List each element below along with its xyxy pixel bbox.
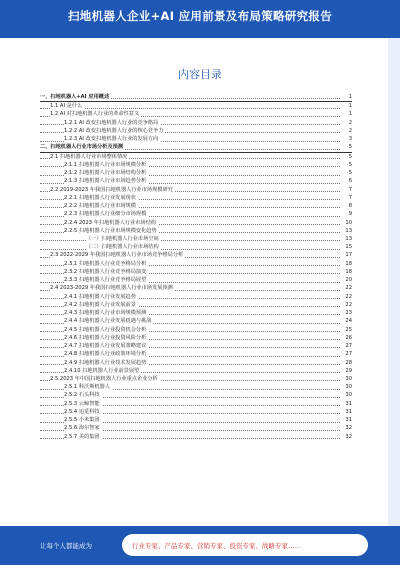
- toc-entry[interactable]: [40, 135, 352, 143]
- toc-entry-label: 2.4.6 扫地机器人行业投资风险分析: [64, 334, 147, 341]
- toc-entry[interactable]: [40, 391, 352, 399]
- toc-entry[interactable]: [40, 161, 352, 169]
- toc-entry-label: 2.5.1 科沃斯机器人: [64, 384, 110, 391]
- footer-bar: [0, 526, 400, 565]
- toc-entry-page: 13: [341, 235, 352, 243]
- toc-entry[interactable]: [40, 326, 352, 334]
- toc-entry-label: 2.2.5 扫地机器人行业市场规模变化趋势: [64, 227, 157, 234]
- toc-entry[interactable]: [40, 317, 352, 325]
- toc-entry-label: 2.1 扫地机器人行业市场整体情况: [50, 153, 128, 160]
- toc-entry-page: 5: [341, 143, 352, 151]
- toc-entry[interactable]: [40, 293, 352, 301]
- toc-entry-page: 20: [341, 276, 352, 284]
- footer-slogan: 让每个人都能成为: [40, 542, 92, 550]
- toc-entry-label: 二、扫地机器人行业市场分析及预测: [40, 144, 124, 151]
- toc-entry[interactable]: [40, 102, 352, 110]
- toc-entry-label: 2.4.5 扫地机器人行业投资机会分析: [64, 326, 147, 333]
- toc-entry[interactable]: [40, 235, 352, 243]
- toc-entry-page: 10: [341, 219, 352, 227]
- toc-entry-label: 2.5.2 石头科技: [64, 392, 100, 399]
- toc-entry-label: （二）扫地机器人行业市场结构: [86, 244, 159, 251]
- toc-heading: 内容目录: [178, 68, 222, 81]
- table-of-contents: [40, 93, 352, 441]
- toc-entry[interactable]: [40, 210, 352, 218]
- toc-entry-label: 2.3.2 扫地机器人行业竞争格局演变: [64, 268, 147, 275]
- toc-entry-label: 2.3.1 扫地机器人行业竞争格局分析: [64, 260, 147, 267]
- toc-entry[interactable]: [40, 301, 352, 309]
- toc-entry[interactable]: [40, 359, 352, 367]
- toc-entry[interactable]: [40, 350, 352, 358]
- toc-entry-page: 31: [341, 416, 352, 424]
- toc-entry[interactable]: [40, 260, 352, 268]
- toc-entry[interactable]: [40, 177, 352, 185]
- toc-entry-page: 22: [341, 284, 352, 292]
- toc-entry-label: 2.4.3 扫地机器人行业市场规模预测: [64, 310, 147, 317]
- toc-entry-page: 8: [341, 202, 352, 210]
- toc-entry-page: 31: [341, 400, 352, 408]
- toc-entry[interactable]: [40, 383, 352, 391]
- toc-entry-label: 2.5.5 小米集团: [64, 417, 100, 424]
- toc-entry-page: 5: [341, 169, 352, 177]
- toc-entry[interactable]: [40, 408, 352, 416]
- toc-entry[interactable]: [40, 153, 352, 161]
- report-header-bar: [0, 0, 400, 38]
- toc-entry-label: 2.5.3 云鲸智能: [64, 400, 100, 407]
- toc-entry-label: 2.4 2023-2029 年我国扫地机器人行业市场发展预测: [50, 285, 173, 292]
- toc-entry[interactable]: [40, 433, 352, 441]
- toc-entry-label: 2.4.10 扫地机器人行业前景展望: [64, 367, 140, 374]
- toc-dot-leader: [40, 108, 340, 109]
- toc-entry-label: 2.4.1 扫地机器人行业发展趋势: [64, 293, 136, 300]
- toc-dot-leader: [40, 240, 340, 241]
- toc-entry-label: 2.4.2 扫地机器人行业发展前景: [64, 301, 136, 308]
- toc-entry-page: 2: [341, 119, 352, 127]
- toc-entry-page: 30: [341, 383, 352, 391]
- side-decoration: [388, 38, 400, 526]
- toc-entry-page: 29: [341, 367, 352, 375]
- toc-entry[interactable]: [40, 169, 352, 177]
- toc-entry-label: 1.2.2 AI 改变扫地机器人行业的核心竞争力: [64, 127, 164, 134]
- toc-entry-page: 30: [341, 391, 352, 399]
- toc-entry-page: 28: [341, 359, 352, 367]
- toc-entry[interactable]: [40, 186, 352, 194]
- toc-entry-page: 22: [341, 301, 352, 309]
- toc-entry[interactable]: [40, 424, 352, 432]
- toc-entry-label: 2.4.9 扫地机器人行业技术发展趋势: [64, 359, 147, 366]
- toc-entry-page: 1: [341, 102, 352, 110]
- toc-entry[interactable]: [40, 309, 352, 317]
- toc-entry[interactable]: [40, 243, 352, 251]
- footer-roles-text: 行业专家、产品专家、营销专家、投资专家、战略专家……: [132, 542, 301, 550]
- toc-entry-label: 1.2.3 AI 改变扫地机器人行业的发展方向: [64, 136, 159, 143]
- toc-entry-page: 15: [341, 243, 352, 251]
- toc-entry-page: 2: [341, 127, 352, 135]
- toc-entry-label: 1.2.1 AI 改变扫地机器人行业的竞争格局: [64, 119, 159, 126]
- toc-entry[interactable]: [40, 284, 352, 292]
- toc-entry[interactable]: [40, 110, 352, 118]
- toc-entry[interactable]: [40, 375, 352, 383]
- toc-entry-page: 27: [341, 350, 352, 358]
- toc-entry-label: 1.2 AI 对扫地机器人行业的革命性意义: [50, 111, 140, 118]
- toc-entry[interactable]: [40, 194, 352, 202]
- toc-entry-label: 1.1 AI 是什么: [50, 103, 83, 110]
- toc-entry-label: 一、扫地机器人+AI 应用概述: [40, 94, 110, 100]
- toc-entry-label: 2.2.2 扫地机器人行业市场规模: [64, 203, 136, 210]
- toc-entry[interactable]: [40, 416, 352, 424]
- toc-entry-page: 26: [341, 334, 352, 342]
- toc-entry-label: 2.5 2023 年中国扫地机器人行业重点企业分析: [50, 375, 158, 382]
- toc-entry-page: 27: [341, 342, 352, 350]
- toc-entry-label: 2.4.8 扫地机器人行业政策环境分析: [64, 351, 147, 358]
- footer-roles-pill: [122, 534, 368, 556]
- toc-entry[interactable]: [40, 219, 352, 227]
- toc-entry-page: 1: [341, 93, 352, 101]
- toc-entry-label: 2.2.3 扫地机器人行业细分市场规模: [64, 211, 147, 218]
- toc-entry-page: 23: [341, 309, 352, 317]
- toc-entry-page: 9: [341, 210, 352, 218]
- toc-entry-page: 32: [341, 424, 352, 432]
- toc-entry-page: 7: [341, 194, 352, 202]
- toc-entry-label: 2.3 2022-2029 年我国扫地机器人行业市场竞争格局分析: [50, 252, 184, 259]
- toc-entry-page: 3: [341, 135, 352, 143]
- toc-entry-page: 32: [341, 433, 352, 441]
- toc-entry-label: 2.5.4 追觅科技: [64, 408, 100, 415]
- toc-entry[interactable]: [40, 119, 352, 127]
- toc-dot-leader: [40, 249, 340, 250]
- toc-entry[interactable]: [40, 334, 352, 342]
- toc-entry-label: 2.4.4 扫地机器人行业发展机遇与挑战: [64, 318, 152, 325]
- toc-entry-page: 1: [341, 110, 352, 118]
- toc-entry-label: 2.1.1 扫地机器人行业市场规模分析: [64, 161, 147, 168]
- toc-entry[interactable]: [40, 127, 352, 135]
- toc-entry-page: 24: [341, 317, 352, 325]
- toc-entry-page: 5: [341, 161, 352, 169]
- toc-entry[interactable]: [40, 143, 352, 152]
- toc-entry[interactable]: [40, 227, 352, 235]
- toc-entry-label: 2.1.2 扫地机器人行业市场结构分析: [64, 170, 147, 177]
- toc-entry-page: 25: [341, 326, 352, 334]
- toc-entry-page: 5: [341, 153, 352, 161]
- toc-entry-label: 2.4.7 扫地机器人行业发展策略建议: [64, 343, 147, 350]
- toc-entry-page: 18: [341, 260, 352, 268]
- toc-entry[interactable]: [40, 367, 352, 375]
- toc-entry-page: 17: [341, 251, 352, 259]
- toc-entry-label: 2.5.6 海尔智家: [64, 425, 100, 432]
- toc-entry-label: 2.3.3 扫地机器人行业竞争格局展望: [64, 277, 147, 284]
- toc-entry-page: 6: [341, 177, 352, 185]
- toc-entry[interactable]: [40, 251, 352, 259]
- toc-entry-label: 2.2.1 扫地机器人行业发展现状: [64, 194, 136, 201]
- toc-entry-page: 30: [341, 375, 352, 383]
- report-title: 扫地机器人企业+AI 应用前景及布局策略研究报告: [67, 9, 332, 23]
- toc-entry[interactable]: [40, 276, 352, 284]
- toc-entry-page: 31: [341, 408, 352, 416]
- toc-entry[interactable]: [40, 202, 352, 210]
- toc-entry[interactable]: [40, 93, 352, 102]
- toc-entry-page: 7: [341, 186, 352, 194]
- toc-entry-label: 2.5.7 美的集团: [64, 433, 100, 440]
- toc-entry[interactable]: [40, 268, 352, 276]
- toc-entry[interactable]: [40, 342, 352, 350]
- toc-entry-label: （一）扫地机器人行业市场空间: [86, 235, 159, 242]
- toc-entry-label: 2.1.3 扫地机器人行业市场趋势分析: [64, 178, 147, 185]
- toc-entry-label: 2.2 2019-2023 年我国扫地机器人行业市场规模研究: [50, 186, 173, 193]
- toc-entry-page: 18: [341, 268, 352, 276]
- toc-entry-page: 22: [341, 293, 352, 301]
- toc-entry-page: 13: [341, 227, 352, 235]
- toc-entry[interactable]: [40, 400, 352, 408]
- toc-entry-label: 2.2.4 2023 年扫地机器人行业市场结构: [64, 219, 156, 226]
